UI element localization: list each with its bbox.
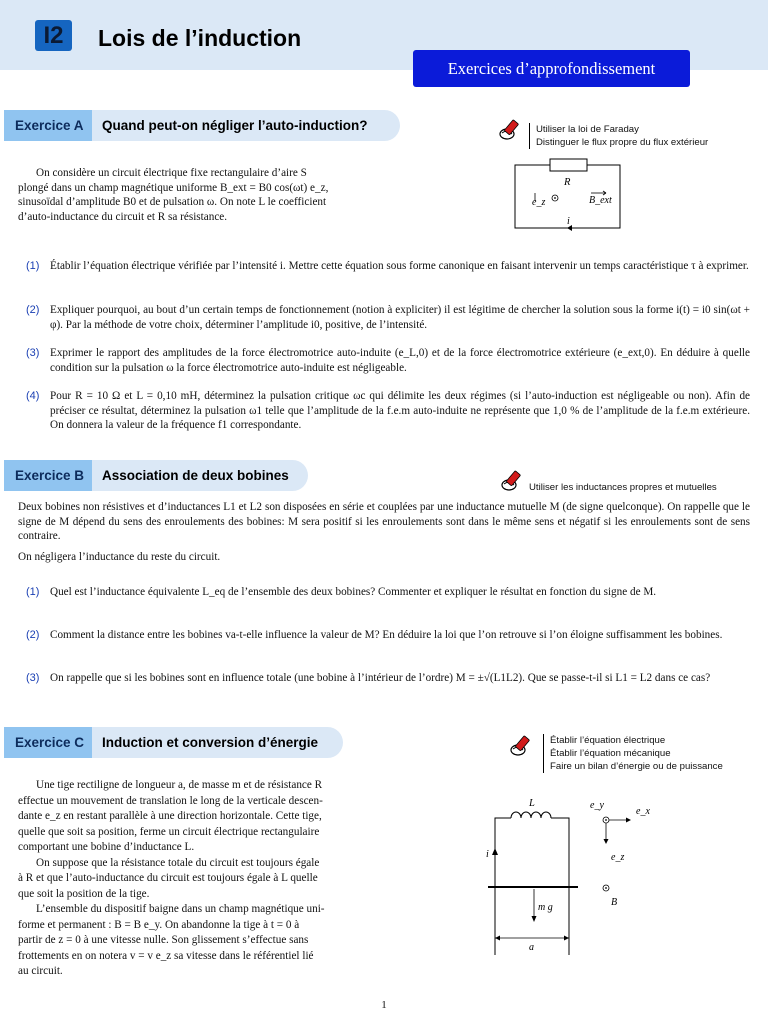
- pencil-hint-icon: [509, 733, 535, 757]
- text-line: Une tige rectiligne de longueur a, de masse m et de résistance R: [36, 779, 323, 791]
- exercise-a-title: Quand peut-on négliger l’auto-induction?: [102, 118, 368, 133]
- inductor-coil: [511, 812, 553, 818]
- text-line: partir de z = 0 à une vitesse nulle. Son glissement s’effectue sans: [18, 934, 309, 946]
- exercise-a-header: [4, 110, 400, 141]
- question-text: Quel est l’inductance équivalente L_eq de l’ensemble des deux bobines? Commenter et expliquer le résultat en fonction du signe de M.: [50, 586, 657, 598]
- resistor-label: R: [564, 177, 571, 188]
- ey-label: e_y: [590, 800, 604, 811]
- question-number: (2): [26, 304, 40, 316]
- exercise-c-label: Exercice C: [4, 727, 92, 758]
- weight-label: m g: [538, 902, 553, 913]
- question-b3: [26, 671, 750, 686]
- intro-line: plongé dans un champ magnétique uniforme B_ext = B0 cos(ωt) e_z,: [18, 181, 329, 194]
- exercise-a-intro: [18, 166, 384, 224]
- bext-label: B_ext: [589, 195, 612, 206]
- hint-line: Faire un bilan d’énergie ou de puissance: [550, 761, 723, 772]
- exercise-b-label: Exercice B: [4, 460, 92, 491]
- text-line: forme et permanent : B = B e_y. On abandonne la tige à t = 0 à: [18, 918, 300, 931]
- question-a4: [26, 389, 750, 433]
- text-line: L’ensemble du dispositif baigne dans un champ magnétique uni-: [36, 903, 325, 915]
- page-number: 1: [381, 999, 387, 1011]
- exercise-a-hint: [529, 123, 708, 149]
- text-line: au circuit.: [18, 965, 63, 977]
- length-label: a: [529, 942, 534, 953]
- text-line: à R et que l’auto-inductance du circuit est toujours égale à L quelle: [18, 872, 318, 884]
- chapter-number-badge: I2: [35, 20, 72, 51]
- inductor-label: L: [529, 798, 535, 809]
- question-number: (4): [26, 390, 40, 402]
- current-label: i: [567, 216, 570, 227]
- question-number: (2): [26, 629, 40, 641]
- current-arrow: [492, 848, 498, 855]
- question-a2: [26, 303, 750, 332]
- hint-line: Établir l’équation électrique: [550, 735, 666, 746]
- question-a1: [26, 259, 750, 274]
- text-line: comportant une bobine d’inductance L.: [18, 841, 195, 853]
- exercise-b-intro: Deux bobines non résistives et d’inductances L1 et L2 son disposées en série et couplées par une inductance mutuelle M (de signe quelconque). On rappelle que le signe de M dépend du sens des enroulements des bobines: M sera positif si les enroulements sont dans le même sens et négatif si les enroulements sont de sens contraire.: [18, 501, 750, 543]
- rail-circuit-diagram: [480, 790, 660, 960]
- hint-line: Utiliser la loi de Faraday: [536, 124, 639, 135]
- hint-line: Établir l’équation mécanique: [550, 748, 671, 759]
- intro-line: d’auto-inductance du circuit et R sa résistance.: [18, 210, 228, 223]
- intro-line: On considère un circuit électrique fixe rectangulaire d’aire S: [36, 167, 307, 179]
- ex-label: e_x: [636, 806, 650, 817]
- exercise-a-label: Exercice A: [4, 110, 92, 141]
- question-number: (1): [26, 586, 40, 598]
- question-b1: [26, 585, 750, 600]
- exercise-b-hint: Utiliser les inductances propres et mutuelles: [529, 482, 717, 493]
- question-text: Comment la distance entre les bobines va-t-elle influence la valeur de M? En déduire la loi que l’on retrouve si l’on éloigne suffisamment les bobines.: [50, 629, 723, 641]
- text-line: frottements en on notera v = v e_z sa vitesse dans le référentiel lié: [18, 949, 314, 962]
- text-line: dante e_z en restant parallèle à une direction horizontale. Cette tige,: [18, 810, 322, 822]
- exercise-b-header: [4, 460, 308, 491]
- exercise-b-title: Association de deux bobines: [102, 468, 289, 483]
- b-field-label: B: [611, 897, 618, 908]
- question-text: Exprimer le rapport des amplitudes de la force électromotrice auto-induite (e_L,0) et de la force électromotrice extérieure (e_ext,0). En déduire à quelle condition sur la pulsation ω la force électromotrice auto-induite est négligeable.: [50, 347, 750, 374]
- question-number: (3): [26, 672, 40, 684]
- exercise-b-intro-note: On négligera l’inductance du reste du circuit.: [18, 551, 221, 563]
- ez-label: e_z: [611, 852, 625, 863]
- question-text: Expliquer pourquoi, au bout d’un certain temps de fonctionnement (notion à expliciter) il est légitime de chercher la solution sous la forme i(t) = i0 sin(ωt + φ). Par la méthode de votre choix, déterminer l’amplitude i0, positive, de l’intensité.: [50, 304, 750, 331]
- text-line: quelle que soit sa position, ferme un circuit électrique rectangulaire: [18, 825, 320, 838]
- pencil-hint-icon: [498, 117, 524, 141]
- text-line: que soit la position de la tige.: [18, 887, 150, 900]
- pencil-hint-icon: [500, 468, 526, 492]
- current-label: i: [486, 849, 489, 860]
- question-number: (3): [26, 347, 40, 359]
- question-text: Pour R = 10 Ω et L = 0,10 mH, déterminez la pulsation critique ωc qui délimite les deux régimes (si l’auto-induction est négligeable ou non). Afin de préciser ce résultat, déterminez la pulsation ω1 telle que l’amplitude de la f.e.m auto-induite ne représente que 1,0 % de l’amplitude de la f.e.m extérieure. On donnera la valeur de la fréquence f1 correspondante.: [50, 390, 750, 432]
- question-number: (1): [26, 260, 40, 272]
- text-line: On suppose que la résistance totale du circuit est toujours égale: [36, 856, 320, 869]
- exercises-tab-button[interactable]: Exercices d’approfondissement: [413, 50, 690, 87]
- question-b2: [26, 628, 750, 643]
- intro-line: sinusoïdal d’amplitude B0 et de pulsation ω. On note L le coefficient: [18, 196, 327, 209]
- exercise-c-title: Induction et conversion d’énergie: [102, 735, 319, 750]
- chapter-title: Lois de l’induction: [98, 25, 302, 51]
- text-line: effectue un mouvement de translation le long de la verticale descen-: [18, 794, 323, 807]
- exercise-c-header: [4, 727, 343, 758]
- exercise-c-hint: [543, 734, 723, 773]
- exercise-c-text: [18, 778, 384, 980]
- ez-label: e_z: [532, 197, 546, 208]
- question-text: On rappelle que si les bobines sont en influence totale (une bobine à l’intérieur de l’ordre) M = ±√(L1L2). Que se passe-t-il si L1 = L2 dans ce cas?: [50, 672, 711, 684]
- circuit-a-diagram: [505, 153, 630, 238]
- hint-line: Distinguer le flux propre du flux extérieur: [536, 137, 709, 148]
- question-text: Établir l’équation électrique vérifiée par l’intensité i. Mettre cette équation sous forme canonique en faisant intervenir un temps caractéristique τ à exprimer.: [50, 260, 749, 272]
- question-a3: [26, 346, 750, 375]
- resistor-symbol: [550, 159, 587, 171]
